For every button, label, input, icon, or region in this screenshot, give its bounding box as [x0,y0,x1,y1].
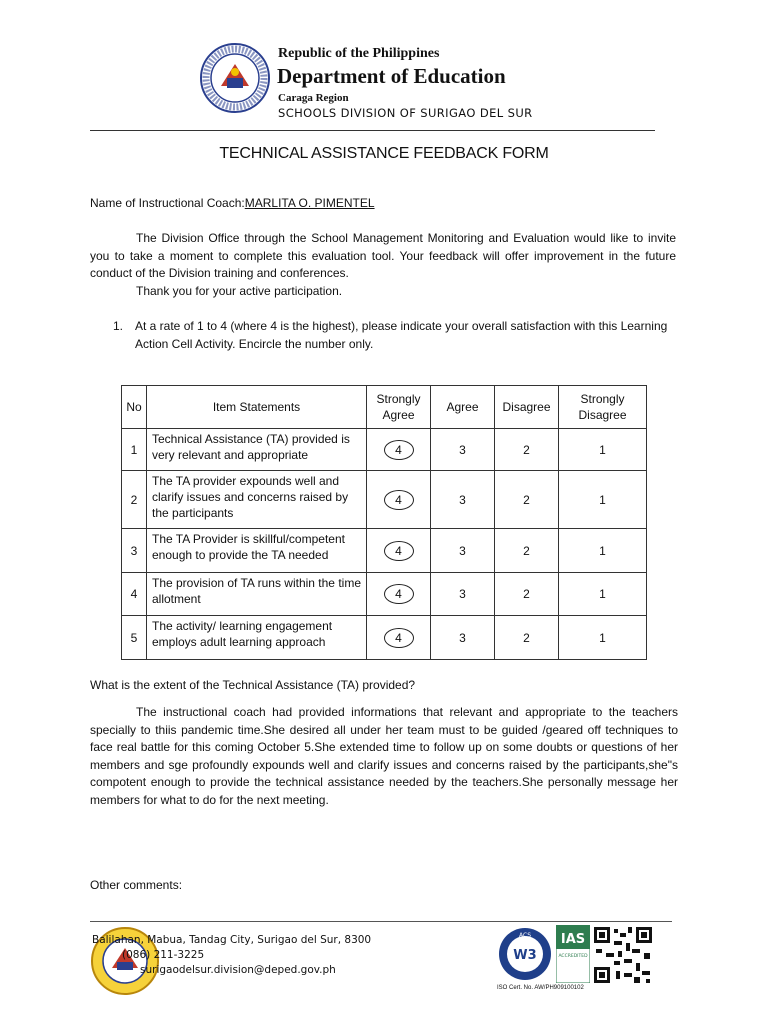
rating-agree-cell[interactable]: 3 [431,529,495,573]
rating-strongly-disagree-cell[interactable]: 1 [559,429,647,471]
rating-agree-cell[interactable]: 3 [431,471,495,529]
republic-heading: Republic of the Philippines [278,46,440,61]
rating-agree-cell[interactable]: 3 [431,616,495,660]
rating-disagree-cell[interactable]: 2 [495,573,559,616]
question-2: What is the extent of the Technical Assistance (TA) provided? [90,678,416,692]
row-number: 3 [122,529,147,573]
department-heading: Department of Education [277,64,506,88]
other-comments-label: Other comments: [90,878,183,892]
intro-text: The Division Office through the School Management Monitoring and Evaluation would like to invite you to take a moment to complete this evaluation tool. Your feedback will offer improvement in the future conduct of the Division training and conferences. [90,231,676,280]
header-disagree: Disagree [495,386,559,429]
rating-strongly-disagree-cell[interactable]: 1 [559,616,647,660]
answer-paragraph [90,704,678,809]
header-item-statements: Item Statements [147,386,367,429]
rating-strongly-agree-cell[interactable] [367,429,431,471]
row-number: 1 [122,429,147,471]
row-statement: Technical Assistance (TA) provided is very relevant and appropriate [147,429,367,471]
rating-disagree-cell[interactable]: 2 [495,429,559,471]
header-no: No [122,386,147,429]
table-row [122,429,647,471]
rating-strongly-agree-cell[interactable] [367,573,431,616]
row-number: 2 [122,471,147,529]
row-number: 4 [122,573,147,616]
ias-sub-text: ACCREDITED [558,954,588,959]
selected-rating-circle[interactable]: 4 [384,541,414,561]
ias-logo-text: IAS [560,932,586,947]
row-number: 5 [122,616,147,660]
acs-certification-logo [497,925,553,983]
selected-rating-circle[interactable]: 4 [384,628,414,648]
question-1-text: At a rate of 1 to 4 (where 4 is the highest), please indicate your overall satisfaction with this Learning Action Cell Activity. Encircle the number only. [135,319,668,351]
region-heading: Caraga Region [278,92,349,104]
rating-strongly-disagree-cell[interactable]: 1 [559,529,647,573]
row-statement: The TA provider expounds well and clarify issues and concerns raised by the participants [147,471,367,529]
iso-cert-number: ISO Cert. No. AW/PH909100102 [497,985,584,991]
footer-divider [90,921,672,922]
table-row [122,471,647,529]
rating-table [121,385,647,660]
rating-strongly-agree-cell[interactable] [367,471,431,529]
header-divider [90,130,655,131]
rating-disagree-cell[interactable]: 2 [495,529,559,573]
rating-strongly-disagree-cell[interactable]: 1 [559,471,647,529]
form-title: TECHNICAL ASSISTANCE FEEDBACK FORM [219,145,549,162]
qr-code-icon[interactable] [592,925,654,985]
division-heading: SCHOOLS DIVISION OF SURIGAO DEL SUR [278,106,533,120]
coach-label: Name of Instructional Coach: [90,196,245,210]
answer-text: The instructional coach had provided informations that relevant and appropriate to the teachers specially to thiis pandemic time.She desired all under her team must to be guided /geared off techniques to face real battle for this coming October 5.She extended time to follow up on some doubts or questions of her members and sge profoundly expounds well and clarify issues and concerns raised by the participants,she"s compotent enough to provide the technical assistance needed by the teachers.She personally message her members for what to do for the next meeting. [90,705,678,807]
selected-rating-circle[interactable]: 4 [384,440,414,460]
rating-disagree-cell[interactable]: 2 [495,471,559,529]
ias-accreditation-logo [556,925,590,983]
selected-rating-circle[interactable]: 4 [384,584,414,604]
table-row [122,573,647,616]
header-agree: Agree [431,386,495,429]
rating-agree-cell[interactable]: 3 [431,573,495,616]
footer-email[interactable]: surigaodelsur.division@deped.gov.ph [140,964,336,976]
selected-rating-circle[interactable]: 4 [384,490,414,510]
question-1-number: 1. [113,319,124,333]
row-statement: The TA Provider is skillful/competent enough to provide the TA needed [147,529,367,573]
rating-agree-cell[interactable]: 3 [431,429,495,471]
acs-logo-text: ACS [519,932,531,939]
intro-paragraph [90,230,676,283]
coach-name: MARLITA O. PIMENTEL [244,196,375,210]
rating-strongly-disagree-cell[interactable]: 1 [559,573,647,616]
table-row [122,529,647,573]
row-statement: The provision of TA runs within the time allotment [147,573,367,616]
table-row [122,616,647,660]
footer-phone: (086) 211-3225 [122,949,205,961]
table-header-row [122,386,647,429]
question-1 [113,318,683,353]
header-strongly-disagree: Strongly Disagree [559,386,647,429]
rating-strongly-agree-cell[interactable] [367,529,431,573]
footer-address: Balilahan, Mabua, Tandag City, Surigao del Sur, 8300 [92,934,372,946]
coach-line [90,195,375,213]
svg-text:W3: W3 [513,948,537,963]
row-statement: The activity/ learning engagement employs adult learning approach [147,616,367,660]
thanks-text: Thank you for your active participation. [136,284,343,298]
rating-strongly-agree-cell[interactable] [367,616,431,660]
header-strongly-agree: Strongly Agree [367,386,431,429]
rating-disagree-cell[interactable]: 2 [495,616,559,660]
deped-seal-logo [199,42,271,114]
